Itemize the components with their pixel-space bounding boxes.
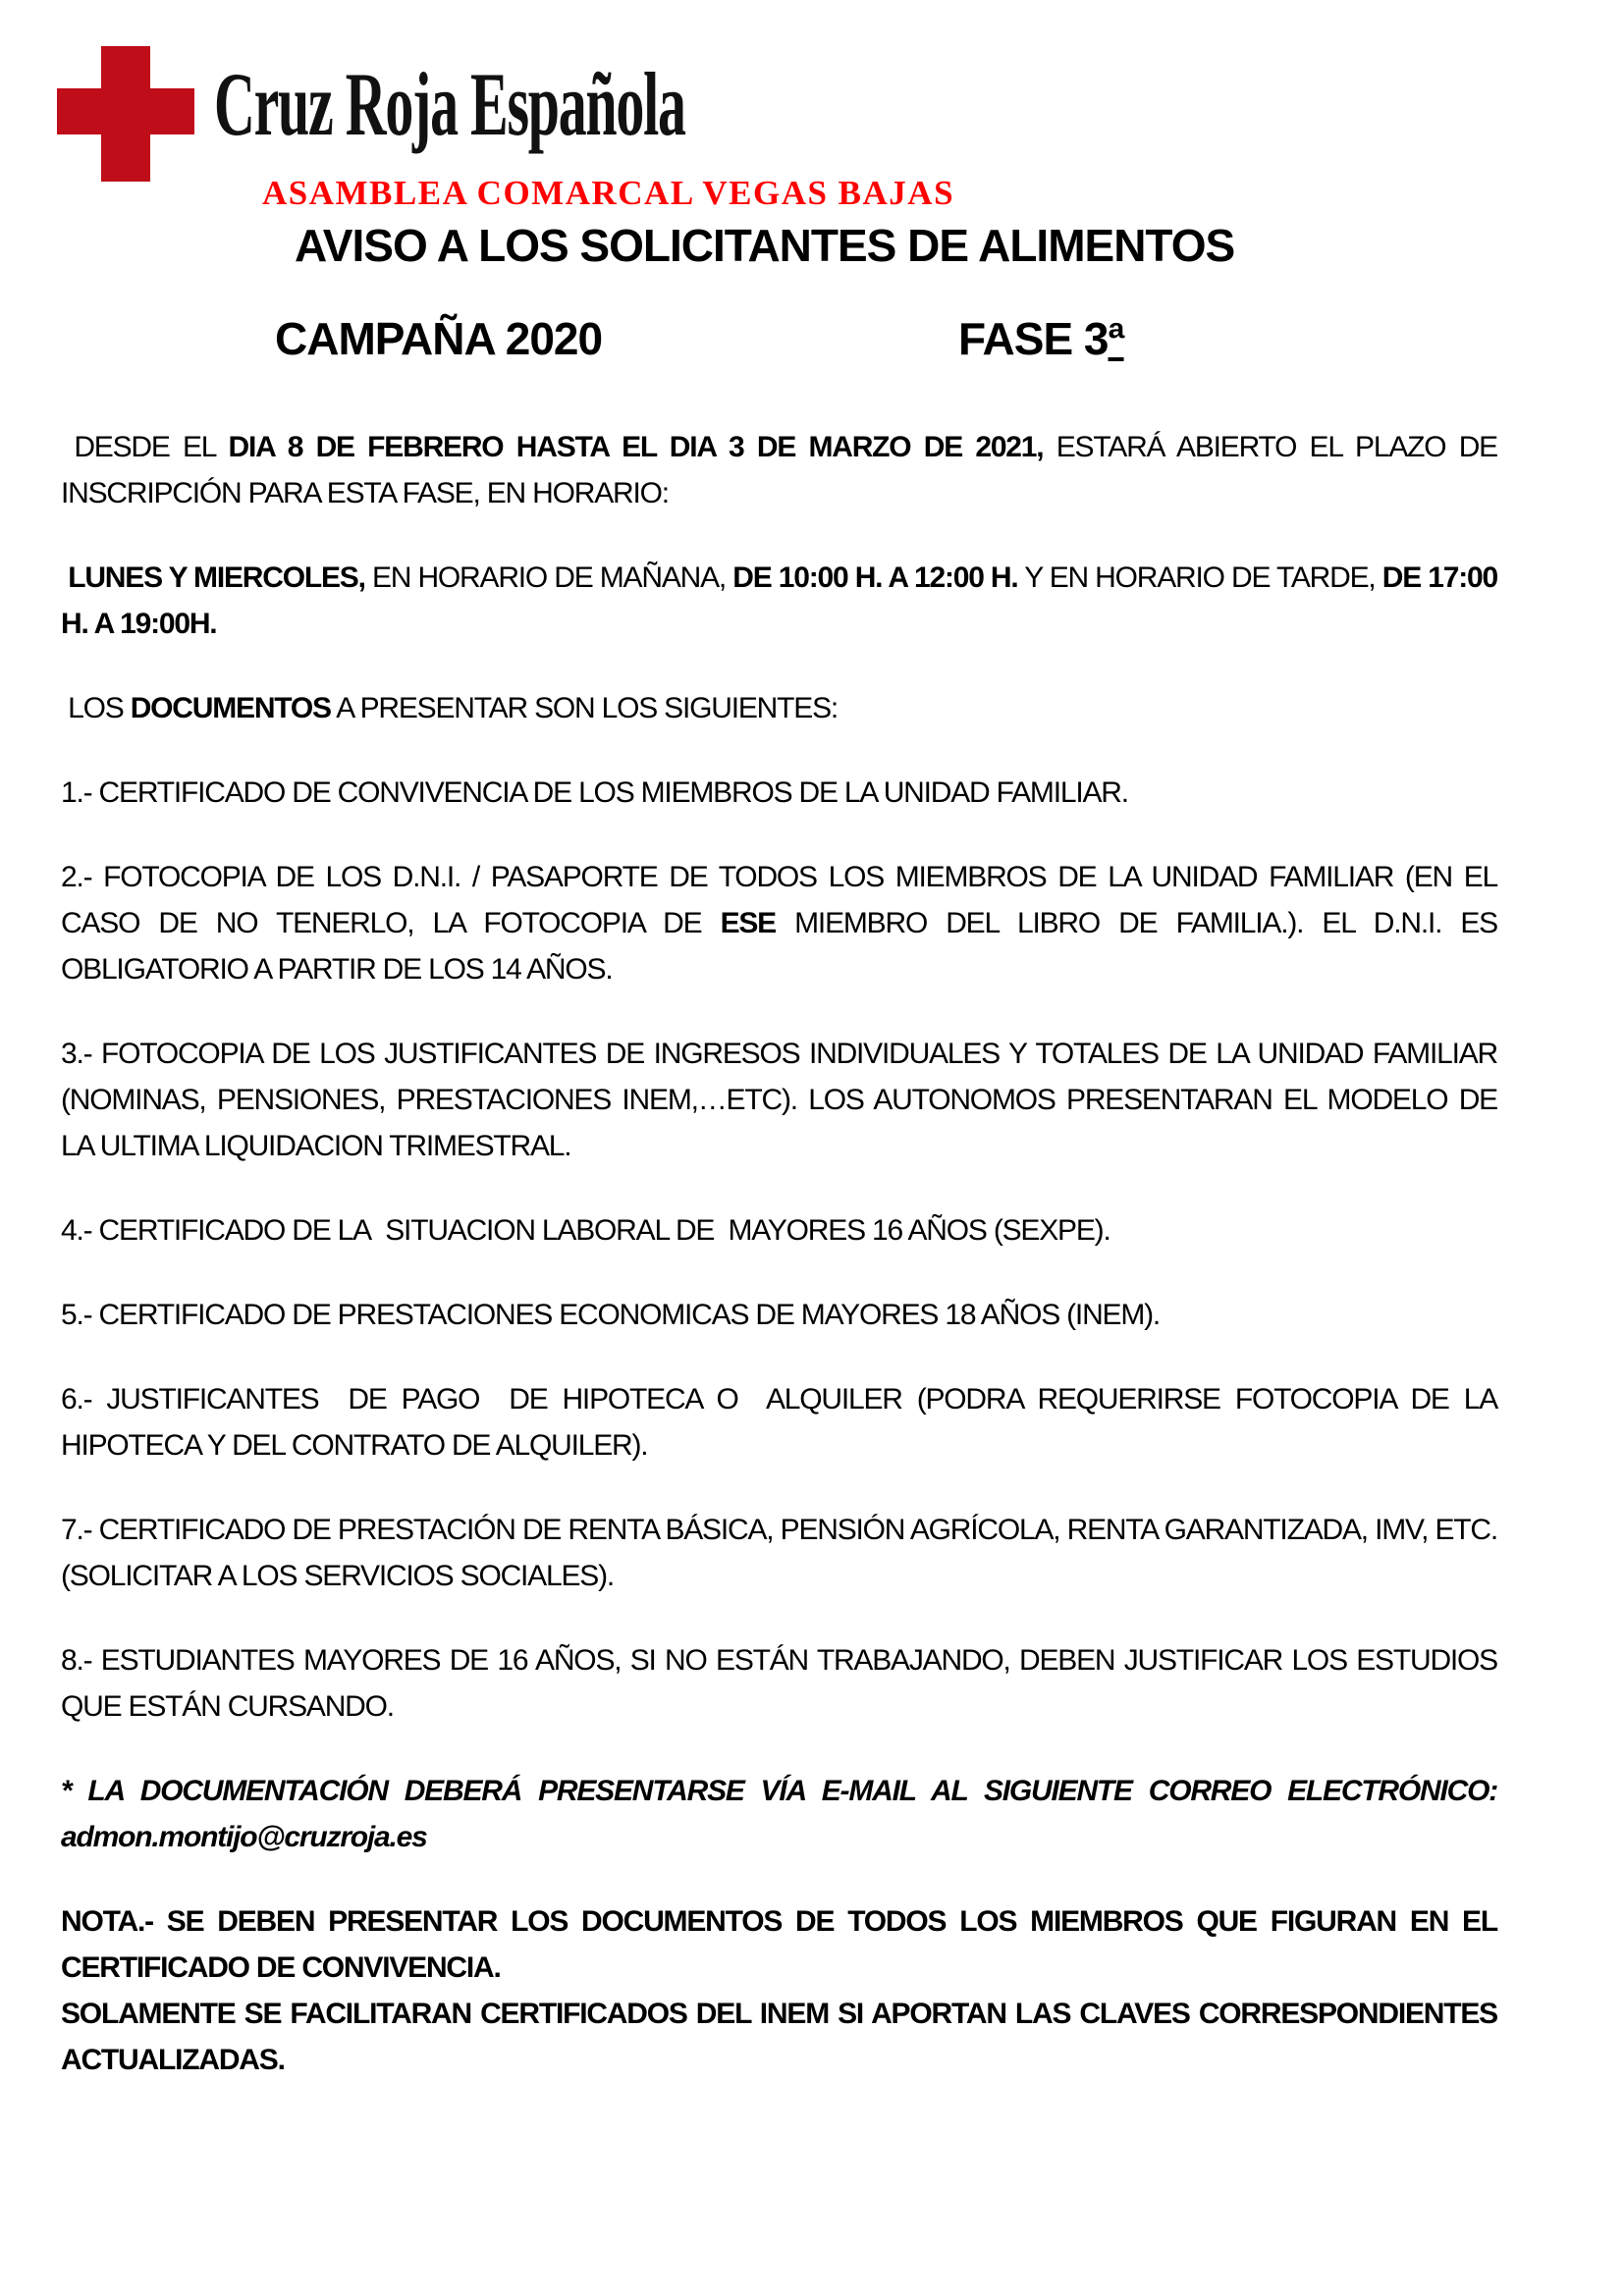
schedule-evening-hours-bold: DE 17:00 H. A 19:00H. xyxy=(61,561,1497,640)
intro-paragraph xyxy=(61,424,1497,516)
phase-label xyxy=(958,313,1124,364)
red-cross-logo-icon xyxy=(57,46,194,182)
requirement-item-6: 6.- JUSTIFICANTES DE PAGO DE HIPOTECA O ALQUILER (PODRA REQUERIRSE FOTOCOPIA DE LA HIPOTECA Y DEL CONTRATO DE ALQUILER). xyxy=(61,1383,1497,1462)
document-body xyxy=(0,378,1624,2083)
email-address: admon.montijo@cruzroja.es xyxy=(61,1821,427,1853)
schedule-days-bold: LUNES Y MIERCOLES, xyxy=(61,561,365,594)
documents-heading-bold: DOCUMENTOS xyxy=(130,692,331,724)
documents-heading-text-1: LOS xyxy=(61,692,131,724)
assembly-subtitle: ASAMBLEA COMARCAL VEGAS BAJAS xyxy=(262,174,955,212)
schedule-paragraph xyxy=(61,555,1497,647)
logo-wordmark: Cruz Roja Española xyxy=(214,54,685,154)
schedule-text-2: Y EN HORARIO DE TARDE, xyxy=(1017,561,1376,594)
requirement-item-3: 3.- FOTOCOPIA DE LOS JUSTIFICANTES DE INGRESOS INDIVIDUALES Y TOTALES DE LA UNIDAD FAMILIAR (NOMINAS, PENSIONES, PRESTACIONES INEM,…ETC). LOS AUTONOMOS PRESENTARAN EL MODELO DE LA ULTIMA LIQUIDACION TRIMESTRAL. xyxy=(61,1038,1497,1162)
item-2-text-2: MIEMBRO DEL LIBRO DE FAMILIA.). EL D.N.I. ES OBLIGATORIO A PARTIR DE LOS 14 AÑOS. xyxy=(61,907,1497,986)
schedule-text-1: EN HORARIO DE MAÑANA, xyxy=(364,561,727,594)
requirement-item-2 xyxy=(61,854,1497,992)
nota-line-2: SOLAMENTE SE FACILITARAN CERTIFICADOS DEL INEM SI APORTAN LAS CLAVES CORRESPONDIENTES ACTUALIZADAS. xyxy=(61,1998,1497,2076)
nota-paragraph xyxy=(61,1898,1497,2083)
campaign-label: CAMPAÑA 2020 xyxy=(275,313,603,364)
phase-ordinal: ª xyxy=(1108,313,1124,364)
requirement-item-8: 8.- ESTUDIANTES MAYORES DE 16 AÑOS, SI NO ESTÁN TRABAJANDO, DEBEN JUSTIFICAR LOS ESTUDIOS QUE ESTÁN CURSANDO. xyxy=(61,1644,1497,1723)
intro-text-regular: DESDE EL xyxy=(61,431,229,463)
notice-title: AVISO A LOS SOLICITANTES DE ALIMENTOS xyxy=(295,220,1235,271)
documents-heading xyxy=(61,685,1497,731)
requirement-item-4: 4.- CERTIFICADO DE LA SITUACION LABORAL DE MAYORES 16 AÑOS (SEXPE). xyxy=(61,1214,1110,1247)
document-header xyxy=(0,0,1624,378)
requirement-item-1: 1.- CERTIFICADO DE CONVIVENCIA DE LOS MIEMBROS DE LA UNIDAD FAMILIAR. xyxy=(61,776,1128,809)
requirement-item-5: 5.- CERTIFICADO DE PRESTACIONES ECONOMICAS DE MAYORES 18 AÑOS (INEM). xyxy=(61,1299,1161,1331)
item-2-text-1: 2.- FOTOCOPIA DE LOS D.N.I. / PASAPORTE DE TODOS LOS MIEMBROS DE LA UNIDAD FAMILIAR (EN EL CASO DE NO TENERLO, LA FOTOCOPIA DE xyxy=(61,861,1497,939)
intro-dates-bold: DIA 8 DE FEBRERO HASTA EL DIA 3 DE MARZO DE 2021, xyxy=(228,431,1044,463)
documents-heading-text-2: A PRESENTAR SON LOS SIGUIENTES: xyxy=(330,692,839,724)
red-cross-horizontal-bar xyxy=(57,88,194,134)
requirement-item-7: 7.- CERTIFICADO DE PRESTACIÓN DE RENTA BÁSICA, PENSIÓN AGRÍCOLA, RENTA GARANTIZADA, IMV, ETC. (SOLICITAR A LOS SERVICIOS SOCIALES). xyxy=(61,1514,1497,1592)
schedule-morning-hours-bold: DE 10:00 H. A 12:00 H. xyxy=(726,561,1018,594)
nota-line-1: NOTA.- SE DEBEN PRESENTAR LOS DOCUMENTOS DE TODOS LOS MIEMBROS QUE FIGURAN EN EL CERTIFICADO DE CONVIVENCIA. xyxy=(61,1905,1497,1984)
phase-name: FASE 3 xyxy=(958,313,1109,364)
email-note xyxy=(61,1768,1497,1860)
email-note-label: * LA DOCUMENTACIÓN DEBERÁ PRESENTARSE VÍA E-MAIL AL SIGUIENTE CORREO ELECTRÓNICO: xyxy=(61,1775,1497,1807)
item-2-bold: ESE xyxy=(720,907,776,939)
intro-text-regular-2: ESTARÁ ABIERTO EL PLAZO DE INSCRIPCIÓN PARA ESTA FASE, EN HORARIO: xyxy=(61,431,1497,509)
